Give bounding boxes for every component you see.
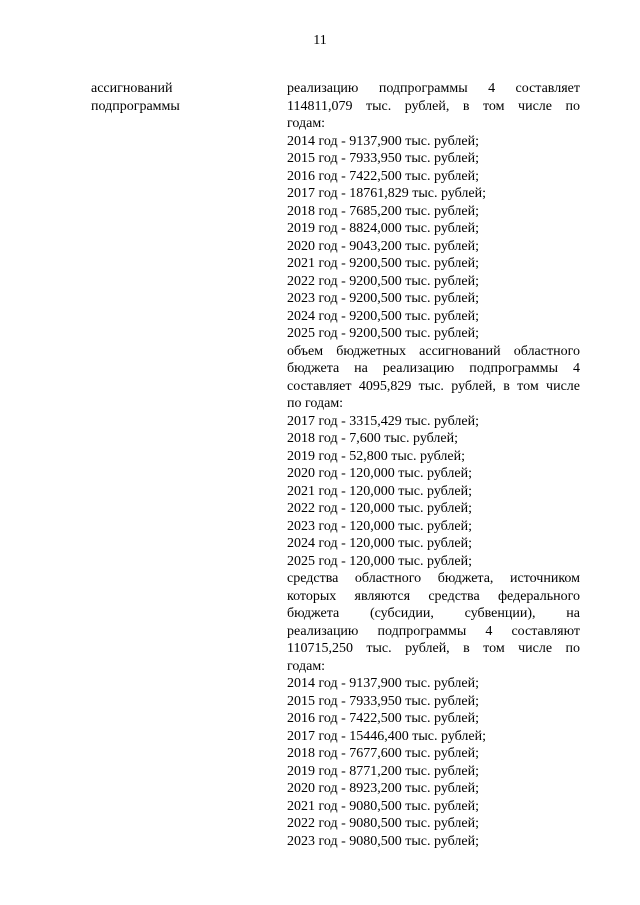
page-number: 11 bbox=[313, 33, 327, 48]
paragraph-line: объем бюджетных ассигнований областного bbox=[287, 343, 580, 359]
year-amount-line: 2020 год - 120,000 тыс. рублей; bbox=[287, 466, 473, 481]
year-amount-line: 2017 год - 3315,429 тыс. рублей; bbox=[287, 413, 480, 429]
year-amount-line: 2025 год - 120,000 тыс. рублей; bbox=[287, 553, 473, 569]
year-amount-line: 2023 год - 9200,500 тыс. рублей; bbox=[287, 291, 480, 306]
paragraph-line: 110715,250 тыс. рублей, в том числе по bbox=[287, 641, 580, 656]
year-amount-line: 2022 год - 120,000 тыс. рублей; bbox=[287, 501, 473, 516]
paragraph-line: составляет 4095,829 тыс. рублей, в том числе bbox=[287, 378, 580, 394]
year-amount-line: 2020 год - 8923,200 тыс. рублей; bbox=[287, 781, 480, 796]
year-amount-line: 2020 год - 9043,200 тыс. рублей; bbox=[287, 238, 480, 254]
year-amount-line: 2018 год - 7677,600 тыс. рублей; bbox=[287, 746, 480, 761]
paragraph-line: по годам: bbox=[287, 396, 344, 411]
year-amount-line: 2022 год - 9200,500 тыс. рублей; bbox=[287, 273, 480, 289]
year-amount-line: 2016 год - 7422,500 тыс. рублей; bbox=[287, 168, 480, 184]
left-column-line: подпрограммы bbox=[91, 98, 180, 114]
year-amount-line: 2014 год - 9137,900 тыс. рублей; bbox=[287, 133, 480, 149]
year-amount-line: 2017 год - 15446,400 тыс. рублей; bbox=[287, 728, 487, 744]
right-column bbox=[287, 80, 580, 850]
year-amount-line: 2018 год - 7,600 тыс. рублей; bbox=[287, 431, 459, 446]
year-amount-line: 2021 год - 9080,500 тыс. рублей; bbox=[287, 798, 480, 814]
year-amount-line: 2014 год - 9137,900 тыс. рублей; bbox=[287, 676, 480, 691]
year-amount-line: 2018 год - 7685,200 тыс. рублей; bbox=[287, 203, 480, 219]
left-column-line: ассигнований bbox=[91, 81, 173, 96]
year-amount-line: 2025 год - 9200,500 тыс. рублей; bbox=[287, 326, 480, 341]
federal-source-block bbox=[287, 570, 580, 850]
paragraph-line: бюджета (субсидии, субвенции), на bbox=[287, 606, 580, 621]
year-amount-line: 2019 год - 52,800 тыс. рублей; bbox=[287, 448, 466, 464]
year-amount-line: 2019 год - 8771,200 тыс. рублей; bbox=[287, 763, 480, 779]
year-amount-line: 2015 год - 7933,950 тыс. рублей; bbox=[287, 693, 480, 709]
paragraph-line: реализацию подпрограммы 4 составляют bbox=[287, 623, 580, 639]
year-amount-line: 2023 год - 9080,500 тыс. рублей; bbox=[287, 833, 480, 849]
year-amount-line: 2023 год - 120,000 тыс. рублей; bbox=[287, 518, 473, 534]
paragraph-line: годам: bbox=[287, 658, 326, 674]
year-amount-line: 2024 год - 9200,500 тыс. рублей; bbox=[287, 308, 480, 324]
funding-total-block bbox=[287, 80, 580, 343]
year-amount-line: 2021 год - 9200,500 тыс. рублей; bbox=[287, 256, 480, 271]
year-amount-line: 2015 год - 7933,950 тыс. рублей; bbox=[287, 151, 480, 166]
left-column bbox=[91, 80, 271, 115]
year-amount-line: 2017 год - 18761,829 тыс. рублей; bbox=[287, 186, 487, 201]
paragraph-line: которых являются средства федерального bbox=[287, 588, 580, 604]
year-amount-line: 2016 год - 7422,500 тыс. рублей; bbox=[287, 711, 480, 726]
year-amount-line: 2024 год - 120,000 тыс. рублей; bbox=[287, 536, 473, 551]
paragraph-line: средства областного бюджета, источником bbox=[287, 571, 580, 586]
year-amount-line: 2021 год - 120,000 тыс. рублей; bbox=[287, 483, 473, 499]
year-amount-line: 2022 год - 9080,500 тыс. рублей; bbox=[287, 816, 480, 831]
paragraph-line: 114811,079 тыс. рублей, в том числе по bbox=[287, 98, 580, 114]
regional-budget-block bbox=[287, 343, 580, 571]
paragraph-line: бюджета на реализацию подпрограммы 4 bbox=[287, 361, 580, 376]
paragraph-line: реализацию подпрограммы 4 составляет bbox=[287, 81, 580, 96]
paragraph-line: годам: bbox=[287, 116, 326, 131]
year-amount-line: 2019 год - 8824,000 тыс. рублей; bbox=[287, 221, 480, 236]
